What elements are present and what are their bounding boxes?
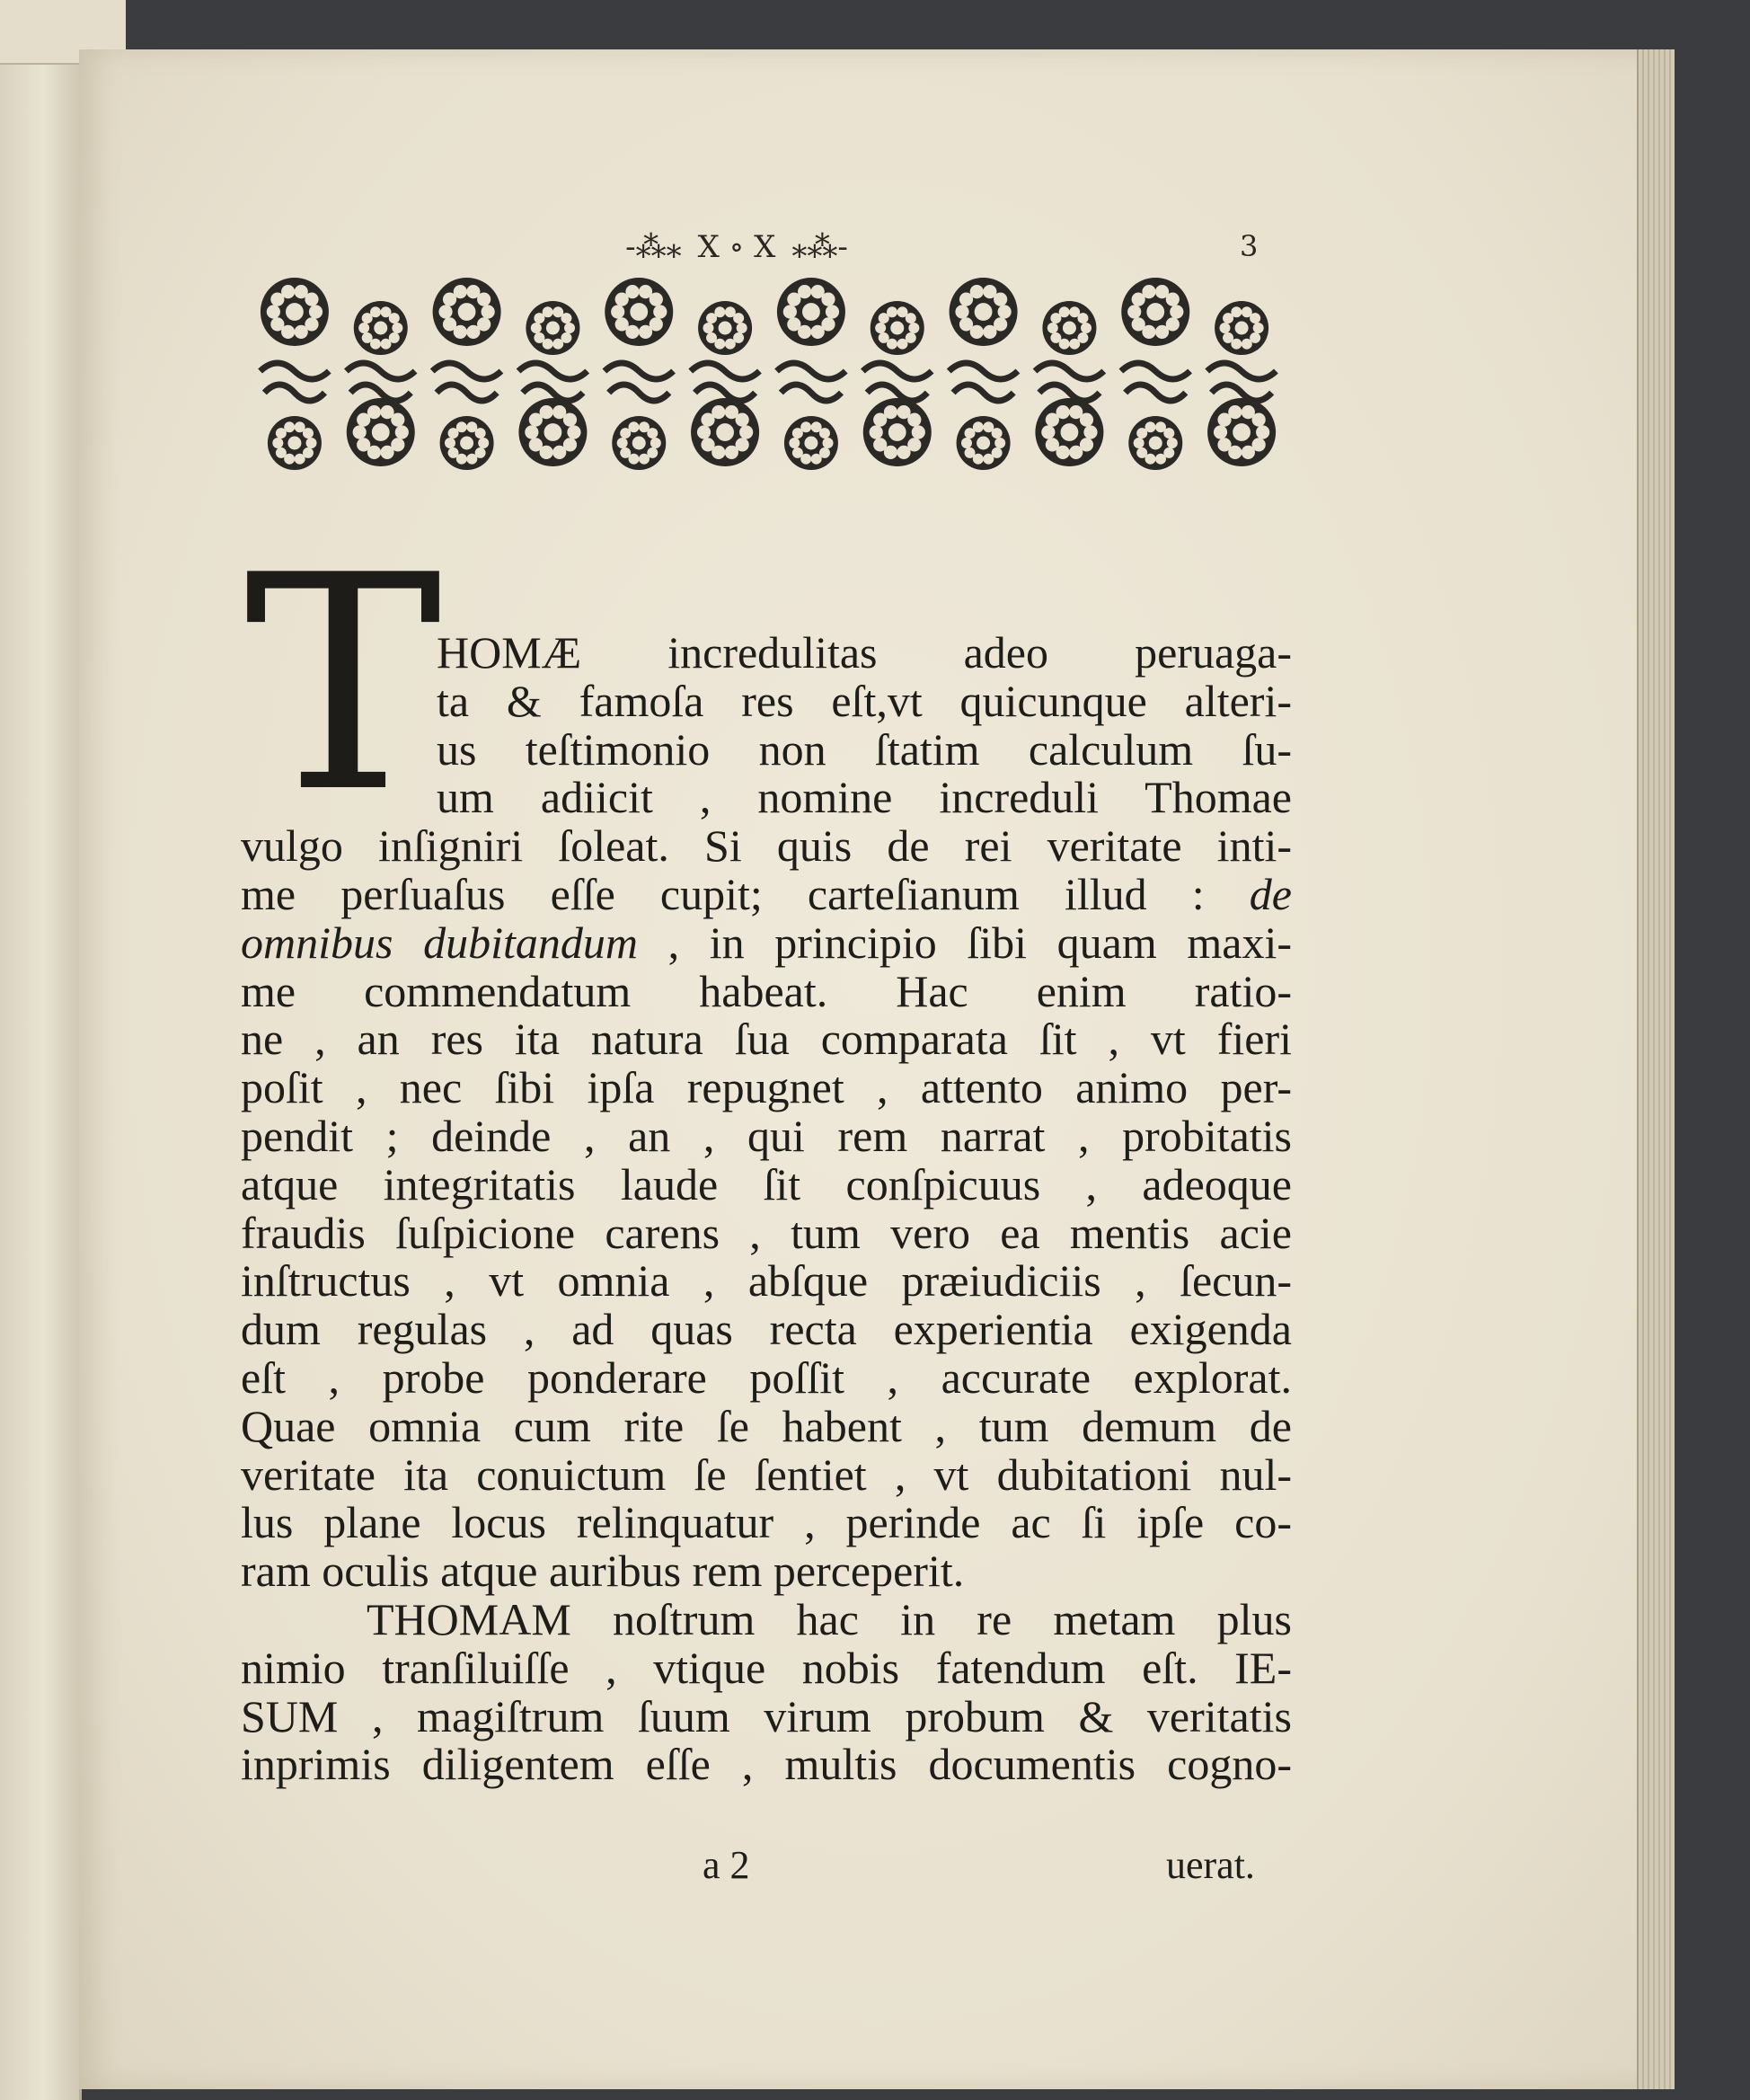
rosette-ornament xyxy=(698,301,752,355)
text-line: veritate ita conuictum ſe ſentiet , vt dubitationi nul- xyxy=(241,1449,1292,1500)
text-line: me perſuaſus eſſe cupit; carteſianum illud : de xyxy=(241,868,1292,919)
text-line: pendit ; deinde , an , qui rem narrat , probitatis xyxy=(241,1110,1292,1161)
scroll-ornament xyxy=(1035,363,1104,379)
scroll-ornament xyxy=(691,363,760,379)
ornament-left: -⁂⁎ xyxy=(625,229,682,265)
text-line: atque integritatis laude ſit conſpicuus , adeoque xyxy=(241,1158,1292,1209)
scroll-ornament xyxy=(862,363,932,379)
text-line: us teſtimonio non ſtatim calculum ſu- xyxy=(437,723,1292,775)
scroll-ornament xyxy=(605,363,674,379)
rosette-ornament xyxy=(526,301,579,355)
text-line: ne , an res ita natura ſua comparata ſit , vt fieri xyxy=(241,1014,1292,1065)
rosette-ornament xyxy=(777,278,845,346)
rosette-ornament xyxy=(612,416,666,470)
text-line: ram oculis atque auribus rem perceperit. xyxy=(241,1546,965,1597)
rosette-ornament xyxy=(1042,301,1096,355)
text-line: Quae omnia cum rite ſe habent , tum demum de xyxy=(241,1400,1292,1451)
rosette-ornament xyxy=(268,416,322,470)
rosette-ornament xyxy=(433,278,501,346)
text-line: inſtructus , vt omnia , abſque præiudiciis , ſecun- xyxy=(241,1255,1292,1307)
text-line: fraudis ſuſpicione carens , tum vero ea mentis acie xyxy=(241,1207,1292,1258)
text-line: vulgo inſigniri ſoleat. Si quis de rei veritate inti- xyxy=(241,820,1292,872)
signature-mark: a 2 xyxy=(703,1843,750,1887)
scroll-ornament xyxy=(437,385,497,401)
scroll-ornament xyxy=(1126,385,1186,401)
ornament-right: ⁎⁂- xyxy=(791,229,848,265)
rosette-ornament xyxy=(950,278,1018,346)
rosette-ornament xyxy=(784,416,838,470)
text-line: HOMÆ incredulitas adeo peruaga- xyxy=(437,627,1292,678)
text-line: eſt , probe ponderare poſſit , accurate explorat. xyxy=(241,1351,1292,1403)
drop-cap-initial: T xyxy=(243,512,443,857)
rosette-ornament xyxy=(1121,278,1189,346)
rosette-ornament xyxy=(440,416,494,470)
floral-headpiece xyxy=(252,274,1285,481)
scroll-ornament xyxy=(346,363,415,379)
body-text xyxy=(241,629,1292,1789)
text-line: me commendatum habeat. Hac enim ratio- xyxy=(241,965,1292,1016)
page-stack-edges xyxy=(1637,49,1675,2089)
ornament-center: X ∘ X xyxy=(697,229,776,265)
scroll-ornament xyxy=(432,363,501,379)
text-line: dum regulas , ad quas recta experientia exigenda xyxy=(241,1304,1292,1355)
text-line: THOMAM noſtrum hac in re metam plus xyxy=(367,1593,1292,1644)
rosette-ornament xyxy=(1035,398,1103,466)
scroll-ornament xyxy=(1121,363,1190,379)
rosette-ornament xyxy=(691,398,759,466)
scroll-ornament xyxy=(609,385,669,401)
text-line: omnibus dubitandum , in principio ſibi quam maxi- xyxy=(241,917,1293,968)
rosette-ornament xyxy=(261,278,329,346)
rosette-ornament xyxy=(347,398,415,466)
scroll-ornament xyxy=(518,363,588,379)
scroll-ornament xyxy=(1207,363,1277,379)
scroll-ornament xyxy=(781,385,841,401)
text-line: um adiicit , nomine increduli Thomae xyxy=(437,772,1292,823)
rosette-ornament xyxy=(1215,301,1268,355)
rosette-ornament xyxy=(1207,398,1276,466)
rosette-ornament xyxy=(354,301,408,355)
scroll-ornament xyxy=(953,385,1013,401)
rosette-ornament xyxy=(518,398,587,466)
text-line: SUM , magiſtrum ſuum virum probum & veritatis xyxy=(241,1690,1292,1741)
scroll-ornament xyxy=(261,363,330,379)
text-line: ta & famoſa res eſt,vt quicunque alteri- xyxy=(437,675,1292,726)
text-line: inprimis diligentem eſſe , multis documentis cogno- xyxy=(241,1739,1292,1790)
scroll-ornament xyxy=(949,363,1018,379)
left-page-edge xyxy=(0,0,82,2100)
page-number: 3 xyxy=(1240,229,1259,263)
scroll-ornament xyxy=(264,385,324,401)
text-line: poſit , nec ſibi ipſa repugnet , attento animo per- xyxy=(241,1062,1292,1113)
scroll-ornament xyxy=(777,363,846,379)
rosette-ornament xyxy=(863,398,932,466)
rosette-ornament xyxy=(605,278,673,346)
text-line: lus plane locus relinquatur , perinde ac ſi ipſe co- xyxy=(241,1497,1292,1548)
rosette-ornament xyxy=(1128,416,1182,470)
text-line: nimio tranſiluiſſe , vtique nobis fatendum eſt. IE- xyxy=(241,1642,1292,1693)
catchword: uerat. xyxy=(1166,1843,1255,1887)
rosette-ornament xyxy=(957,416,1011,470)
header-ornament xyxy=(521,229,952,265)
rosette-ornament xyxy=(871,301,924,355)
